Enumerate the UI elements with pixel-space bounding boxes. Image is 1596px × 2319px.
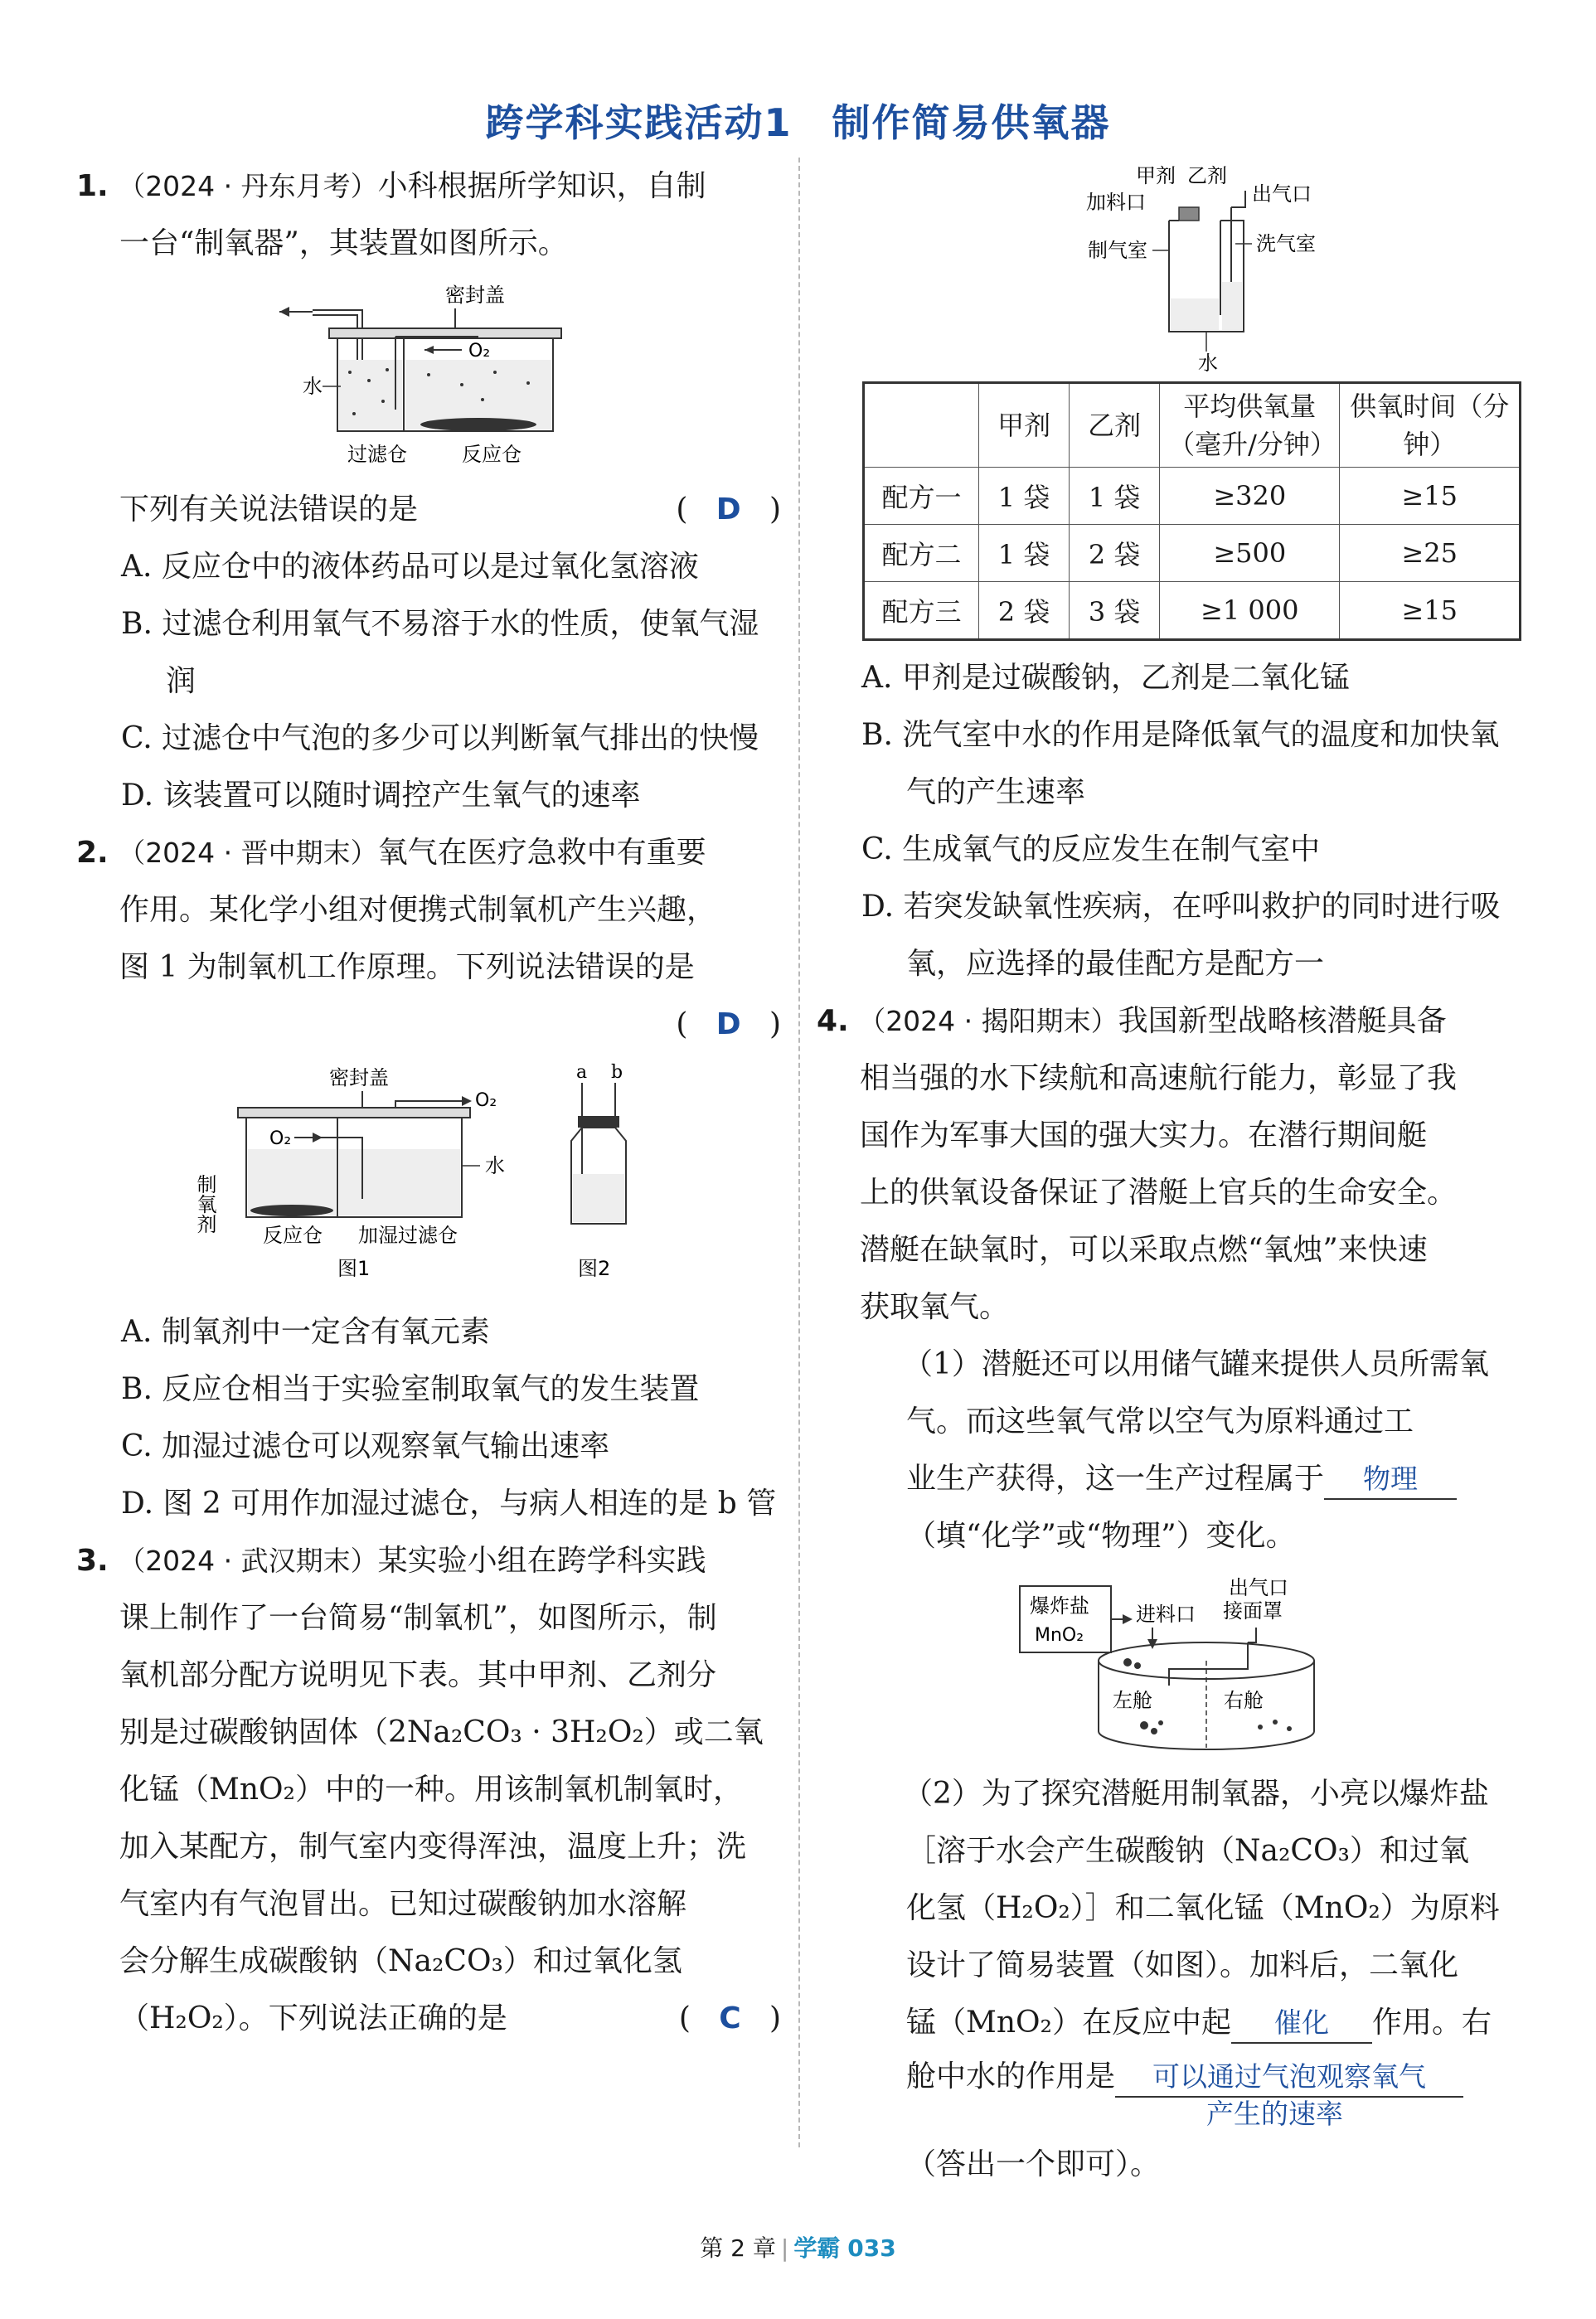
q2-stem-b: 作用。某化学小组对便携式制氧机产生兴趣， xyxy=(119,893,717,927)
q1-o2-label: O₂ xyxy=(468,341,491,361)
q4-sub2-answer2a: 可以通过气泡观察氧气 xyxy=(1115,2058,1463,2098)
q2-tube-a-label: a xyxy=(576,1062,588,1083)
column-divider xyxy=(798,158,800,2147)
q4-sub2-answer2-cont xyxy=(817,2098,1521,2136)
q3-line-0: 某实验小组在跨学科实践 xyxy=(377,1544,706,1578)
question-4 xyxy=(817,992,1521,2193)
q4-submarine-oxygen-figure xyxy=(1011,1569,1327,1760)
table-header-cell: 乙剂 xyxy=(1070,383,1160,468)
q1-source: （2024 · 丹东月考） xyxy=(118,170,378,202)
table-header-cell xyxy=(864,383,979,468)
q4-outlet-label: 出气口 xyxy=(1229,1576,1288,1599)
table-cell: ≥15 xyxy=(1340,582,1521,640)
q4-line-0: 我国新型战略核潜艇具备 xyxy=(1118,1004,1447,1038)
q4-sub1-line4: （填“化学”或“物理”）变化。 xyxy=(906,1519,1296,1553)
q4-line-4: 潜艇在缺氧时，可以采取点燃“氧烛”来快速 xyxy=(860,1233,1428,1267)
right-column xyxy=(817,158,1521,2193)
table-cell: ≥15 xyxy=(1340,468,1521,525)
q2-option-b: B. 反应仓相当于实验室制取氧气的发生装置 xyxy=(121,1372,700,1406)
table-row xyxy=(864,468,1521,525)
left-column xyxy=(76,158,781,2047)
q2-answer-line: ( D ) xyxy=(676,1007,781,1041)
q1-answer: D xyxy=(716,492,741,526)
q2-lid-label: 密封盖 xyxy=(329,1066,389,1089)
q1-oxygen-generator-figure xyxy=(271,277,586,476)
q4-sub2-line6a: 舱中水的作用是 xyxy=(906,2059,1116,2093)
q3-line-6: 气室内有气泡冒出。已知过碳酸钠加水溶解 xyxy=(119,1887,687,1921)
q4-sub2-answer2b: 产生的速率 xyxy=(1206,2098,1343,2130)
q1-number: 1. xyxy=(76,169,109,203)
q1-filter-label: 过滤仓 xyxy=(347,443,407,466)
table-cell: 2 袋 xyxy=(979,582,1070,640)
q4-sub2-line1: （2）为了探究潜艇用制氧器，小亮以爆炸盐 xyxy=(903,1777,1489,1811)
q1-stem-b: 一台“制氧器”，其装置如图所示。 xyxy=(119,226,568,260)
q4-sub2-line5b: 作用。右 xyxy=(1372,2006,1492,2040)
q2-oxygen-machine-figure xyxy=(172,1058,686,1298)
q1-option-b: B. 过滤仓利用氧气不易溶于水的性质，使氧气湿润 xyxy=(121,607,759,698)
q3-generator-figure xyxy=(995,158,1343,373)
q3-line-3: 别是过碳酸钠固体（2Na₂CO₃ · 3H₂O₂）或二氧 xyxy=(119,1715,764,1749)
table-row xyxy=(864,525,1521,582)
table-cell: 1 袋 xyxy=(1070,468,1160,525)
table-cell: 3 袋 xyxy=(1070,582,1160,640)
q3-jia-label: 甲剂 xyxy=(1136,164,1176,187)
q4-line-5: 获取氧气。 xyxy=(860,1290,1010,1324)
page-footer: 第 2 章 | 学霸 033 xyxy=(700,2234,896,2262)
q3-last-line: （H₂O₂）。下列说法正确的是 xyxy=(119,2001,507,2035)
q2-stem-a: 氧气在医疗急救中有重要 xyxy=(377,836,706,870)
q2-option-d: D. 图 2 可用作加湿过滤仓，与病人相连的是 b 管 xyxy=(121,1487,777,1521)
footer-page-number: 033 xyxy=(847,2234,896,2262)
q3-wash-chamber-label: 洗气室 xyxy=(1256,232,1316,255)
q4-sub2-line7: （答出一个即可）。 xyxy=(906,2147,1161,2181)
q2-answer: D xyxy=(716,1007,741,1041)
q2-fig2-caption: 图2 xyxy=(578,1257,611,1280)
table-header-row xyxy=(864,383,1521,468)
q4-mask-label: 接面罩 xyxy=(1223,1599,1283,1623)
table-header-cell: 甲剂 xyxy=(979,383,1070,468)
q1-option-c: C. 过滤仓中气泡的多少可以判断氧气排出的快慢 xyxy=(121,721,759,755)
table-cell: 1 袋 xyxy=(979,468,1070,525)
q2-o2-out-label: O₂ xyxy=(475,1090,497,1111)
q4-line-3: 上的供氧设备保证了潜艇上官兵的生命安全。 xyxy=(860,1176,1458,1210)
q2-water-label: 水 xyxy=(485,1154,505,1177)
q4-right-chamber-label: 右舱 xyxy=(1224,1689,1264,1712)
table-cell: ≥500 xyxy=(1160,525,1340,582)
q3-line-7: 会分解生成碳酸钠（Na₂CO₃）和过氧化氢 xyxy=(119,1944,682,1978)
footer-brand: 学霸 xyxy=(793,2234,841,2262)
table-cell: ≥1 000 xyxy=(1160,582,1340,640)
q4-sub2-line6 xyxy=(817,2051,1521,2098)
table-row xyxy=(864,582,1521,640)
q4-sub2-line5a: 锰（MnO₂）在反应中起 xyxy=(906,2006,1231,2040)
q2-number: 2. xyxy=(76,836,109,870)
q4-sub2-line3: 化氢（H₂O₂）］和二氧化锰（MnO₂）为原料 xyxy=(906,1891,1500,1925)
q4-sub1-line3 xyxy=(817,1450,1521,1507)
question-2 xyxy=(76,824,781,1532)
q4-sub1-answer: 物理 xyxy=(1324,1460,1457,1500)
question-1 xyxy=(76,158,781,824)
question-3 xyxy=(76,1532,781,2047)
q1-reactor-label: 反应仓 xyxy=(462,443,521,466)
q3-option-b: B. 洗气室中水的作用是降低氧气的温度和加快氧气的产生速率 xyxy=(861,718,1500,809)
q2-option-a: A. 制氧剂中一定含有氧元素 xyxy=(121,1315,490,1349)
table-cell: 1 袋 xyxy=(979,525,1070,582)
q4-number: 4. xyxy=(817,1004,849,1038)
q3-option-c: C. 生成氧气的反应发生在制气室中 xyxy=(861,832,1321,866)
table-cell: ≥25 xyxy=(1340,525,1521,582)
q2-tube-b-label: b xyxy=(611,1062,623,1083)
table-cell: 配方一 xyxy=(864,468,979,525)
table-cell: ≥320 xyxy=(1160,468,1340,525)
q1-lid-label: 密封盖 xyxy=(445,284,505,307)
q4-sub2-line4: 设计了简易装置（如图）。加料后，二氧化 xyxy=(906,1948,1459,1982)
q4-salt-label: 爆炸盐 xyxy=(1030,1594,1089,1618)
q4-sub2-line2: ［溶于水会产生碳酸钠（Na₂CO₃）和过氧 xyxy=(906,1834,1469,1868)
table-cell: 2 袋 xyxy=(1070,525,1160,582)
q3-line-2: 氧机部分配方说明见下表。其中甲剂、乙剂分 xyxy=(119,1658,717,1692)
table-cell: 配方二 xyxy=(864,525,979,582)
q3-yi-label: 乙剂 xyxy=(1187,164,1227,187)
q4-mno2-label: MnO₂ xyxy=(1035,1625,1084,1646)
table-header-cell: 平均供氧量（毫升/分钟） xyxy=(1160,383,1340,468)
q4-sub2-answer1: 催化 xyxy=(1231,2004,1372,2044)
q2-o2-inner-label: O₂ xyxy=(269,1128,292,1149)
q4-sub1-line2: 气。而这些氧气常以空气为原料通过工 xyxy=(906,1404,1414,1438)
q2-stem-c: 图 1 为制氧机工作原理。下列说法错误的是 xyxy=(119,950,695,984)
q4-source: （2024 · 揭阳期末） xyxy=(858,1005,1118,1037)
q1-option-a: A. 反应仓中的液体药品可以是过氧化氢溶液 xyxy=(121,550,699,584)
q2-option-c: C. 加湿过滤仓可以观察氧气输出速率 xyxy=(121,1429,610,1463)
q3-prompt-line: （H₂O₂）。下列说法正确的是 ( C ) xyxy=(76,1990,781,2047)
q1-option-d: D. 该装置可以随时调控产生氧气的速率 xyxy=(121,779,641,813)
q4-line-1: 相当强的水下续航和高速航行能力，彰显了我 xyxy=(860,1061,1458,1095)
q3-line-4: 化锰（MnO₂）中的一种。用该制氧机制氧时， xyxy=(119,1773,743,1807)
q3-answer: C xyxy=(719,2001,741,2035)
q2-agent-label: 制氧剂 xyxy=(193,1174,216,1234)
table-header-cell: 供氧时间（分钟） xyxy=(1340,383,1521,468)
q2-source: （2024 · 晋中期末） xyxy=(118,837,378,869)
q3-water-label: 水 xyxy=(1198,352,1218,373)
q1-prompt: 下列有关说法错误的是 xyxy=(119,492,419,526)
q4-sub2-line5 xyxy=(817,1994,1521,2051)
q1-prompt-line: 下列有关说法错误的是 ( D ) xyxy=(76,481,781,538)
q4-sub1-line1: （1）潜艇还可以用储气罐来提供人员所需氧 xyxy=(903,1347,1489,1381)
q3-source: （2024 · 武汉期末） xyxy=(118,1545,378,1577)
q4-sub1-line3-text: 业生产获得，这一生产过程属于 xyxy=(906,1462,1325,1496)
q2-humid-label: 加湿过滤仓 xyxy=(358,1224,458,1247)
q2-fig1-caption: 图1 xyxy=(337,1257,371,1280)
q3-option-a: A. 甲剂是过碳酸钠，乙剂是二氧化锰 xyxy=(861,661,1350,695)
q3-outlet-label: 出气口 xyxy=(1252,182,1312,206)
table-cell: 配方三 xyxy=(864,582,979,640)
q3-line-5: 加入某配方，制气室内变得浑浊，温度上升；洗 xyxy=(119,1830,747,1864)
q3-option-d: D. 若突发缺氧性疾病，在呼叫救护的同时进行吸氧，应选择的最佳配方是配方一 xyxy=(861,890,1501,981)
q4-feed-label: 进料口 xyxy=(1136,1603,1196,1626)
q3-inlet-label: 加料口 xyxy=(1086,191,1146,214)
q3-line-1: 课上制作了一台简易“制氧机”，如图所示，制 xyxy=(119,1601,717,1635)
page-title: 跨学科实践活动1 制作简易供氧器 xyxy=(485,100,1111,145)
q4-left-chamber-label: 左舱 xyxy=(1113,1689,1152,1712)
q3-recipe-table xyxy=(862,381,1521,641)
q3-number: 3. xyxy=(76,1544,109,1578)
q1-stem-a: 小科根据所学知识，自制 xyxy=(377,169,706,203)
footer-chapter: 第 2 章 xyxy=(700,2234,776,2262)
q1-water-label: 水 xyxy=(303,375,323,398)
q4-line-2: 国作为军事大国的强大实力。在潜行期间艇 xyxy=(860,1118,1428,1152)
q2-reactor-label: 反应仓 xyxy=(263,1224,323,1247)
q3-gen-chamber-label: 制气室 xyxy=(1088,239,1147,262)
